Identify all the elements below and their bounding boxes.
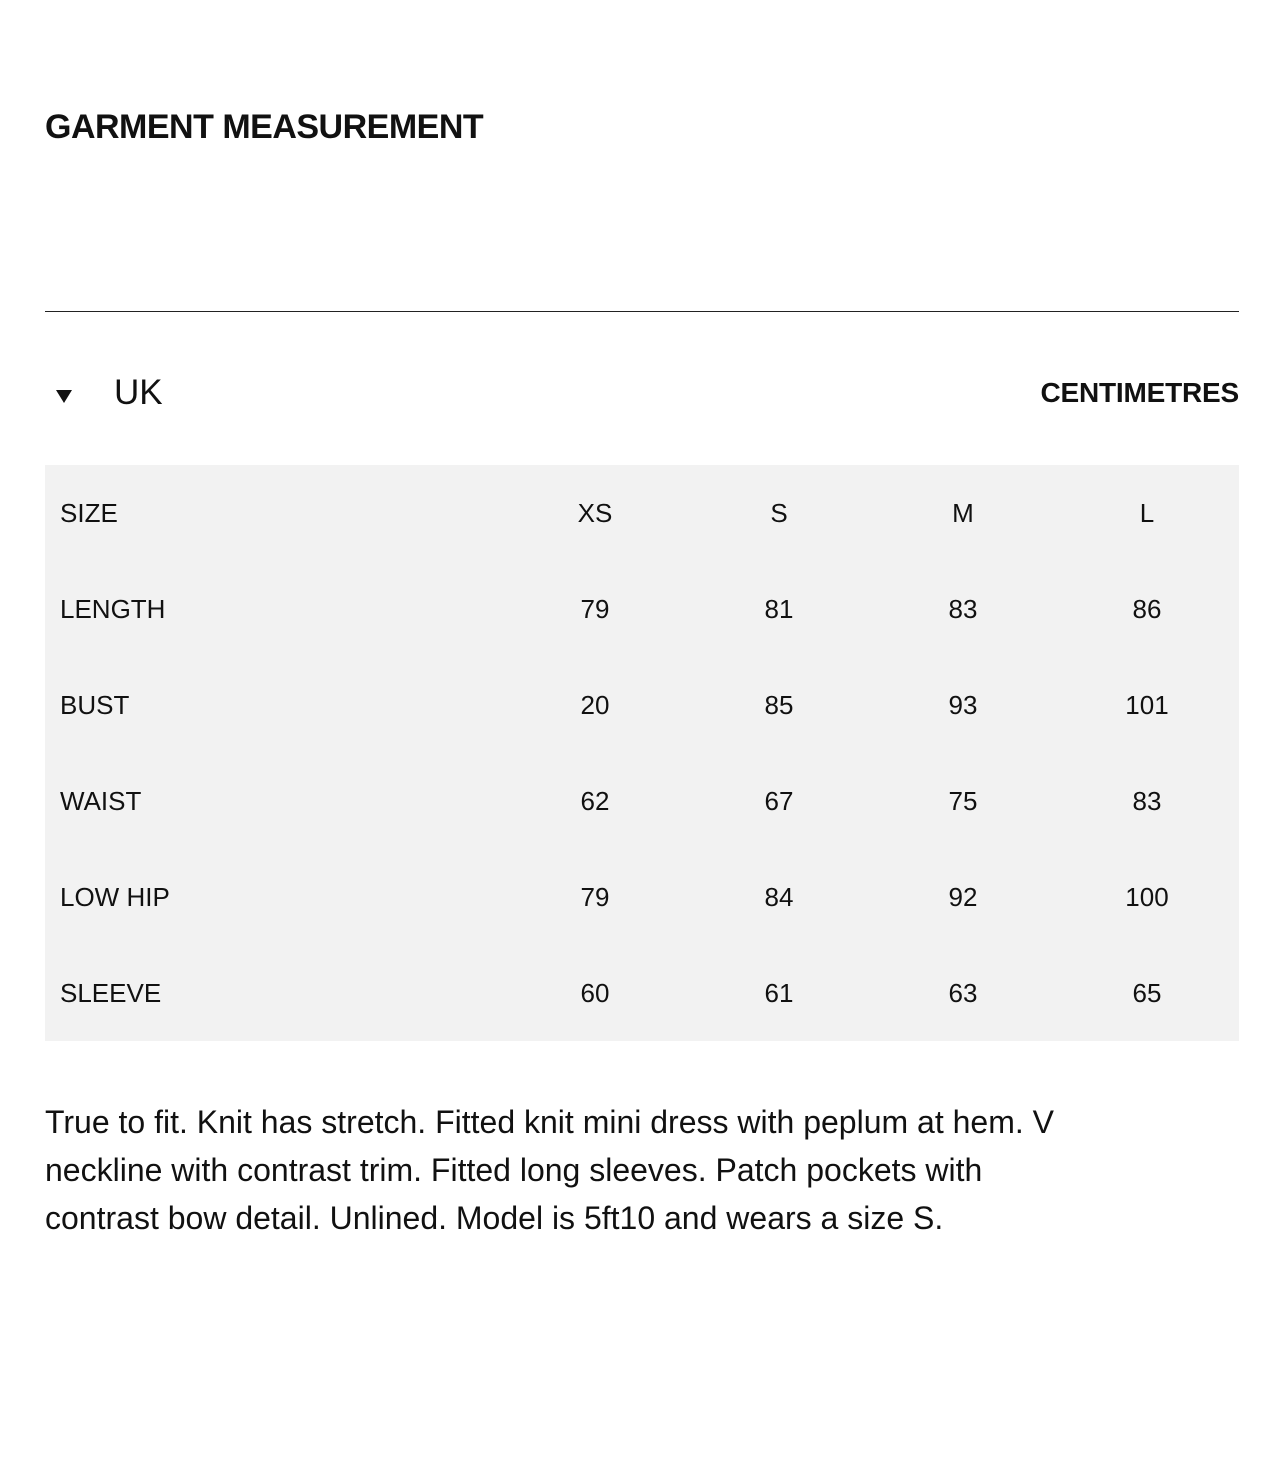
table-cell: 79 xyxy=(580,594,610,624)
table-cell: 92 xyxy=(948,882,978,912)
size-column-header: S xyxy=(770,498,788,528)
table-cell: 62 xyxy=(580,786,610,816)
product-description: True to fit. Knit has stretch. Fitted knit mini dress with peplum at hem. V neckline with contrast trim. Fitted long sleeves. Patch pockets with contrast bow detail. Unlined. Model is 5ft10 and wears a size S. xyxy=(45,1104,1054,1236)
table-row xyxy=(45,657,1239,753)
row-label: LOW HIP xyxy=(60,882,170,912)
divider xyxy=(45,311,1239,312)
row-label: WAIST xyxy=(60,786,142,816)
table-cell: 86 xyxy=(1132,594,1162,624)
table-cell: 81 xyxy=(764,594,794,624)
row-label: BUST xyxy=(60,690,130,720)
table-cell: 63 xyxy=(948,978,978,1008)
units-label: CENTIMETRES xyxy=(1040,377,1239,408)
table-cell: 61 xyxy=(764,978,794,1008)
table-cell: 65 xyxy=(1132,978,1162,1008)
size-column-header: XS xyxy=(577,498,613,528)
table-cell: 100 xyxy=(1125,882,1169,912)
page-title: GARMENT MEASUREMENT xyxy=(45,108,484,146)
table-row xyxy=(45,753,1239,849)
table-cell: 93 xyxy=(948,690,978,720)
region-dropdown[interactable] xyxy=(56,370,163,416)
row-label: LENGTH xyxy=(60,594,166,624)
table-cell: 83 xyxy=(948,594,978,624)
table-cell: 83 xyxy=(1132,786,1162,816)
size-table xyxy=(45,465,1239,1041)
table-row xyxy=(45,561,1239,657)
table-cell: 60 xyxy=(580,978,610,1008)
table-cell: 79 xyxy=(580,882,610,912)
table-cell: 67 xyxy=(764,786,794,816)
table-cell: 84 xyxy=(764,882,794,912)
region-dropdown-label: UK xyxy=(114,373,163,412)
table-cell: 20 xyxy=(580,690,610,720)
table-cell: 75 xyxy=(948,786,978,816)
row-label: SLEEVE xyxy=(60,978,162,1008)
size-column-header: L xyxy=(1139,498,1155,528)
table-cell: 85 xyxy=(764,690,794,720)
table-header-row xyxy=(45,465,1239,561)
table-cell: 101 xyxy=(1125,690,1169,720)
table-row xyxy=(45,849,1239,945)
table-row xyxy=(45,945,1239,1041)
table-header-label: SIZE xyxy=(60,498,118,528)
caret-down-icon xyxy=(56,390,72,403)
size-column-header: M xyxy=(952,498,974,528)
